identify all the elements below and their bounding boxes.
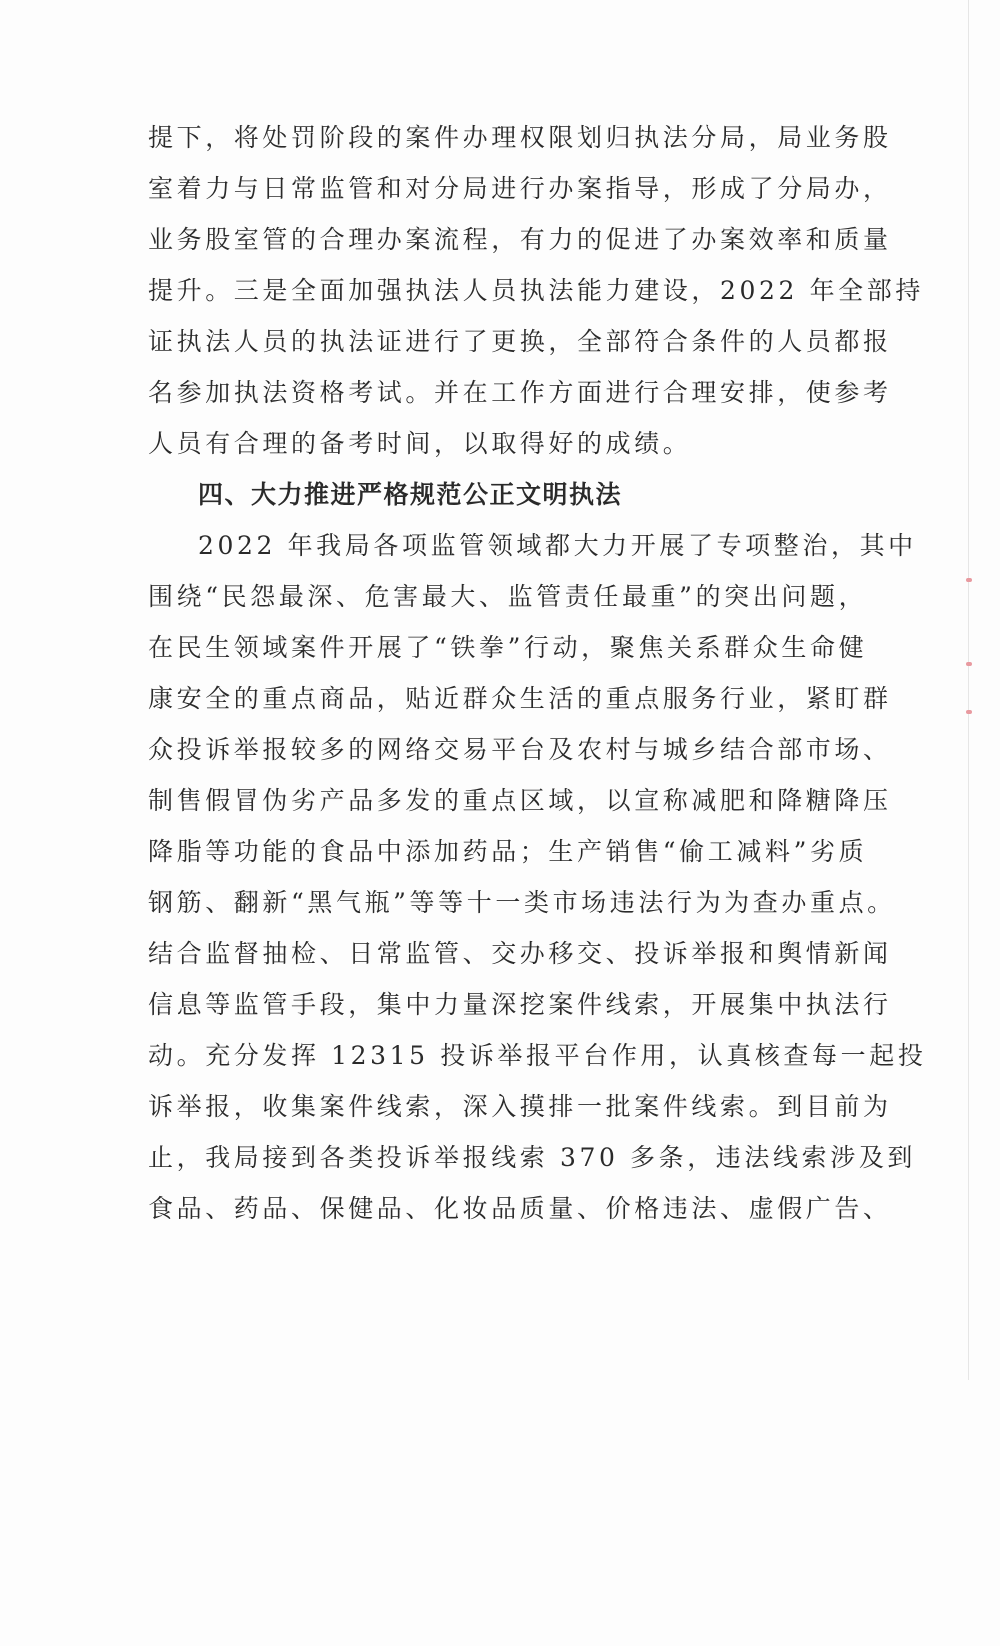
paragraph-line: 结合监督抽检、日常监管、交办移交、投诉举报和舆情新闻 (148, 939, 892, 968)
paragraph-line: 止，我局接到各类投诉举报线索 370 多条，违法线索涉及到 (148, 1143, 917, 1172)
paragraph-line: 食品、药品、保健品、化妆品质量、价格违法、虚假广告、 (148, 1194, 892, 1223)
paragraph-line: 康安全的重点商品，贴近群众生活的重点服务行业，紧盯群 (148, 684, 892, 713)
page-edge-line (968, 0, 969, 1380)
seal-mark (966, 578, 972, 582)
text-line: 提升。三是全面加强执法人员执法能力建设，2022 年全部持 (148, 276, 924, 305)
text-line: 业务股室管的合理办案流程，有力的促进了办案效率和质量 (148, 225, 892, 254)
paragraph-line: 信息等监管手段，集中力量深挖案件线索，开展集中执法行 (148, 990, 892, 1019)
text-line: 名参加执法资格考试。并在工作方面进行合理安排，使参考 (148, 378, 892, 407)
paragraph-line: 诉举报，收集案件线索，深入摸排一批案件线索。到目前为 (148, 1092, 892, 1121)
paragraph-line: 众投诉举报较多的网络交易平台及农村与城乡结合部市场、 (148, 735, 892, 764)
section-heading: 四、大力推进严格规范公正文明执法 (198, 480, 623, 509)
paragraph-line: 降脂等功能的食品中添加药品；生产销售“偷工减料”劣质 (148, 837, 868, 866)
paragraph-line: 钢筋、翻新“黑气瓶”等等十一类市场违法行为为查办重点。 (148, 888, 896, 917)
seal-mark (966, 710, 972, 714)
paragraph-line: 制售假冒伪劣产品多发的重点区域，以宣称减肥和降糖降压 (148, 786, 892, 815)
text-line: 提下，将处罚阶段的案件办理权限划归执法分局，局业务股 (148, 123, 892, 152)
paragraph-line: 动。充分发挥 12315 投诉举报平台作用，认真核查每一起投 (148, 1041, 927, 1070)
seal-mark (966, 662, 972, 666)
paragraph-line: 2022 年我局各项监管领域都大力开展了专项整治，其中 (198, 531, 917, 560)
text-line: 人员有合理的备考时间，以取得好的成绩。 (148, 429, 692, 458)
paragraph-line: 围绕“民怨最深、危害最大、监管责任最重”的突出问题， (148, 582, 868, 611)
paragraph-line: 在民生领域案件开展了“铁拳”行动，聚焦关系群众生命健 (148, 633, 868, 662)
text-line: 室着力与日常监管和对分局进行办案指导，形成了分局办， (148, 174, 892, 203)
text-line: 证执法人员的执法证进行了更换，全部符合条件的人员都报 (148, 327, 892, 356)
document-body (148, 112, 927, 1234)
